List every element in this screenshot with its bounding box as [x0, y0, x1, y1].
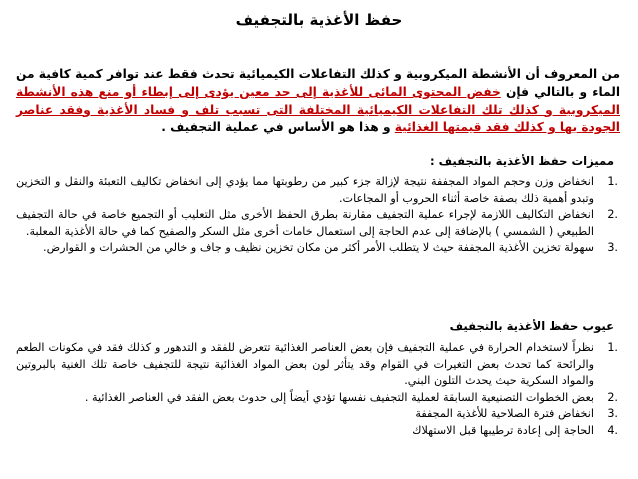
list-item	[16, 240, 618, 257]
intro-paragraph	[16, 66, 620, 137]
page-title: حفظ الأغذية بالتجفيف	[235, 11, 403, 29]
item-text: بعض الخطوات التصنيعية السابقة لعملية التجفيف نفسها تؤدي أيضاً إلى حدوث بعض الفقد في العناصر الغذائية .	[84, 390, 594, 404]
list-item	[16, 207, 618, 240]
item-text: الحاجة إلى إعادة ترطيبها قبل الاستهلاك	[412, 423, 594, 437]
disadvantages-list	[16, 340, 618, 439]
item-text: سهولة تخزين الأغذية المجففة حيث لا يتطلب الأمر أكثر من مكان تخزين نظيف و جاف و خالي من الحشرات و القوارض.	[43, 241, 594, 254]
list-item	[16, 406, 618, 423]
item-text: انخفاض وزن وحجم المواد المجففة نتيجة لإزالة جزء كبير من رطوبتها مما يؤدي إلى انخفاض تكاليف التعبئة والنقل و التخزين وتبدو أهمية ذلك بصفة خاصة أثناء الحروب أو المجاعات.	[16, 175, 594, 205]
item-text: نظراً لاستخدام الحرارة في عملية التجفيف فإن بعض العناصر الغذائية تتعرض للفقد و التدهور و كذلك فقد في مكونات الطعم والرائحة كما تحدث بعض التغيرات في القوام وقد يتأثر لون بعض المواد الغذائية نتيجة للتجفيف خاصة تلك الغنية بالبروتين والمواد السكرية حيث يحدث التلون البني.	[16, 341, 594, 387]
item-number: 1.	[607, 175, 618, 188]
advantages-list	[16, 174, 618, 257]
item-number: 1.	[607, 341, 618, 354]
list-item	[16, 174, 618, 207]
disadvantages-heading: عيوب حفظ الأغذية بالتجفيف	[449, 319, 614, 333]
intro-text-start: من المعروف أن الأنشطة الميكروبية و كذلك التفاعلات الكيميائية تحدث فقط عند توافر كمية كافية من الماء و بالتالي فإن	[16, 67, 620, 99]
item-text: انخفاض التكاليف اللازمة لإجراء عملية التجفيف مقارنة بطرق الحفظ الأخرى مثل التعليب أو التجميع خاصة في حالة التجفيف الطبيعي ( الشمسي ) بالإضافة إلى عدم الحاجة إلى استعمال خامات أخرى مثل السكر والصفيح كما في حالة الأغذية المعلبة.	[16, 208, 594, 238]
item-number: 4.	[607, 423, 618, 437]
item-number: 2.	[607, 390, 618, 404]
list-item	[16, 340, 618, 390]
item-number: 3.	[607, 407, 618, 420]
list-item	[16, 390, 618, 407]
intro-text-end: و هذا هو الأساس في عملية التجفيف .	[161, 120, 391, 135]
list-item	[16, 423, 618, 440]
item-text: انخفاض فترة الصلاحية للأغذية المجففة	[415, 407, 594, 420]
item-number: 2.	[607, 208, 618, 221]
intro-highlight: خفض المحتوى المائى للأغذية إلى حد معين يؤدى إلى إبطاء أو منع هذه الأنشطة الميكروبية و كذلك تلك التفاعلات الكيميائية المختلفة التى تسبب تلف و فساد الأغذية وفقد عناصر الجودة بها و كذلك فقد قيمتها الغذائية	[16, 84, 620, 135]
item-number: 3.	[607, 241, 618, 254]
advantages-heading: مميزات حفظ الأغذية بالتجفيف :	[429, 154, 614, 168]
